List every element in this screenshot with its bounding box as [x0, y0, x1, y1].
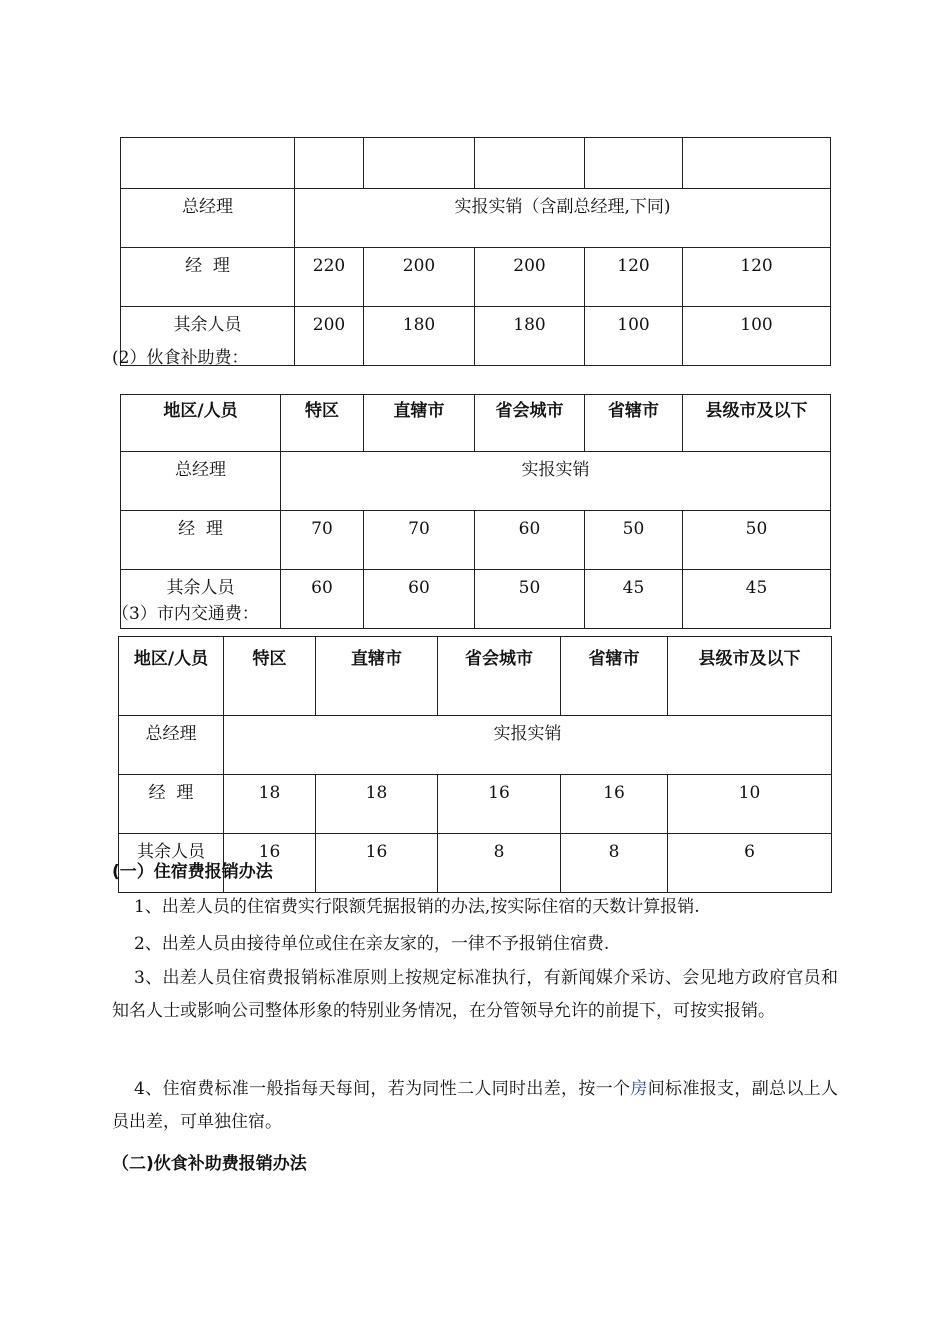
table-row: [121, 138, 831, 189]
table-cell: 18: [316, 775, 438, 834]
table-cell: 8: [561, 834, 668, 893]
table-cell: 120: [683, 248, 831, 307]
table-cell: 100: [585, 307, 683, 366]
table-cell: 45: [585, 570, 683, 629]
table-cell: 200: [364, 248, 475, 307]
blank-cell: [121, 138, 295, 189]
table-cell: 8: [438, 834, 561, 893]
table-cell: 70: [364, 511, 475, 570]
table-cell: 100: [683, 307, 831, 366]
lodging-table: [120, 137, 831, 366]
blank-cell: [295, 138, 364, 189]
merged-cell: 实报实销（含副总经理,下同): [295, 189, 831, 248]
transport-table: [118, 636, 832, 893]
table-row: [121, 452, 831, 511]
paragraph-4-text: 4、住宿费标准一般指每天每间，若为同性二人同时出差，按一个: [134, 1079, 631, 1099]
row-label: 经 理: [121, 248, 295, 307]
paragraph-4: [112, 1073, 838, 1139]
table-cell: 200: [475, 248, 585, 307]
table-row: [119, 716, 832, 775]
table-cell: 180: [364, 307, 475, 366]
table-cell: 10: [668, 775, 832, 834]
table-cell: 60: [364, 570, 475, 629]
column-header: 直辖市: [364, 395, 475, 452]
meal-allowance-table: [120, 394, 831, 629]
column-header: 县级市及以下: [683, 395, 831, 452]
table-row: [121, 511, 831, 570]
column-header: 地区/人员: [119, 637, 224, 716]
column-header: 省辖市: [585, 395, 683, 452]
row-label: 其余人员: [119, 834, 224, 893]
row-label: 总经理: [121, 452, 281, 511]
table-cell: 60: [281, 570, 364, 629]
section-title-meal: （二)伙食补助费报销办法: [112, 1154, 307, 1174]
transport-caption: （3）市内交通费：: [112, 604, 259, 624]
table-cell: 50: [683, 511, 831, 570]
column-header: 省辖市: [561, 637, 668, 716]
table-cell: 70: [281, 511, 364, 570]
row-label: 经 理: [119, 775, 224, 834]
table-cell: 16: [224, 834, 316, 893]
table-cell: 120: [585, 248, 683, 307]
table-cell: 60: [475, 511, 585, 570]
table-cell: 16: [438, 775, 561, 834]
row-label: 其余人员: [121, 570, 281, 629]
column-header: 省会城市: [475, 395, 585, 452]
table-row: [121, 189, 831, 248]
table-row: [121, 248, 831, 307]
row-label: 其余人员: [121, 307, 295, 366]
table-cell: 50: [475, 570, 585, 629]
table-cell: 45: [683, 570, 831, 629]
table-cell: 6: [668, 834, 832, 893]
table-cell: 16: [561, 775, 668, 834]
table-cell: 220: [295, 248, 364, 307]
column-header: 特区: [224, 637, 316, 716]
blank-cell: [475, 138, 585, 189]
table-cell: 200: [295, 307, 364, 366]
row-label: 总经理: [121, 189, 295, 248]
paragraph-4-highlight: 房: [630, 1079, 648, 1099]
column-header: 直辖市: [316, 637, 438, 716]
column-header: 地区/人员: [121, 395, 281, 452]
header-row: [119, 637, 832, 716]
paragraph-1: 1、出差人员的住宿费实行限额凭据报销的办法,按实际住宿的天数计算报销.: [134, 897, 700, 917]
row-label: 总经理: [119, 716, 224, 775]
blank-cell: [364, 138, 475, 189]
column-header: 县级市及以下: [668, 637, 832, 716]
table-cell: 180: [475, 307, 585, 366]
paragraph-3: 3、出差人员住宿费报销标准原则上按规定标准执行，有新闻媒介采访、会见地方政府官员和知名人士或影响公司整体形象的特别业务情况，在分管领导允许的前提下，可按实报销。: [112, 968, 838, 1021]
table-cell: 50: [585, 511, 683, 570]
merged-cell: 实报实销: [224, 716, 832, 775]
row-label: 经 理: [121, 511, 281, 570]
section-title-lodging: (一）住宿费报销办法: [112, 862, 273, 882]
meal-allowance-caption: (2）伙食补助费：: [112, 348, 249, 368]
merged-cell: 实报实销: [281, 452, 831, 511]
table-cell: 18: [224, 775, 316, 834]
blank-cell: [683, 138, 831, 189]
header-row: [121, 395, 831, 452]
paragraph-4-text-end: 间标准报支，副总以上人员出差，可单独住宿。: [112, 1079, 839, 1132]
blank-cell: [585, 138, 683, 189]
table-cell: 16: [316, 834, 438, 893]
column-header: 省会城市: [438, 637, 561, 716]
paragraph-2: 2、出差人员由接待单位或住在亲友家的，一律不予报销住宿费.: [134, 934, 610, 954]
table-row: [119, 775, 832, 834]
column-header: 特区: [281, 395, 364, 452]
